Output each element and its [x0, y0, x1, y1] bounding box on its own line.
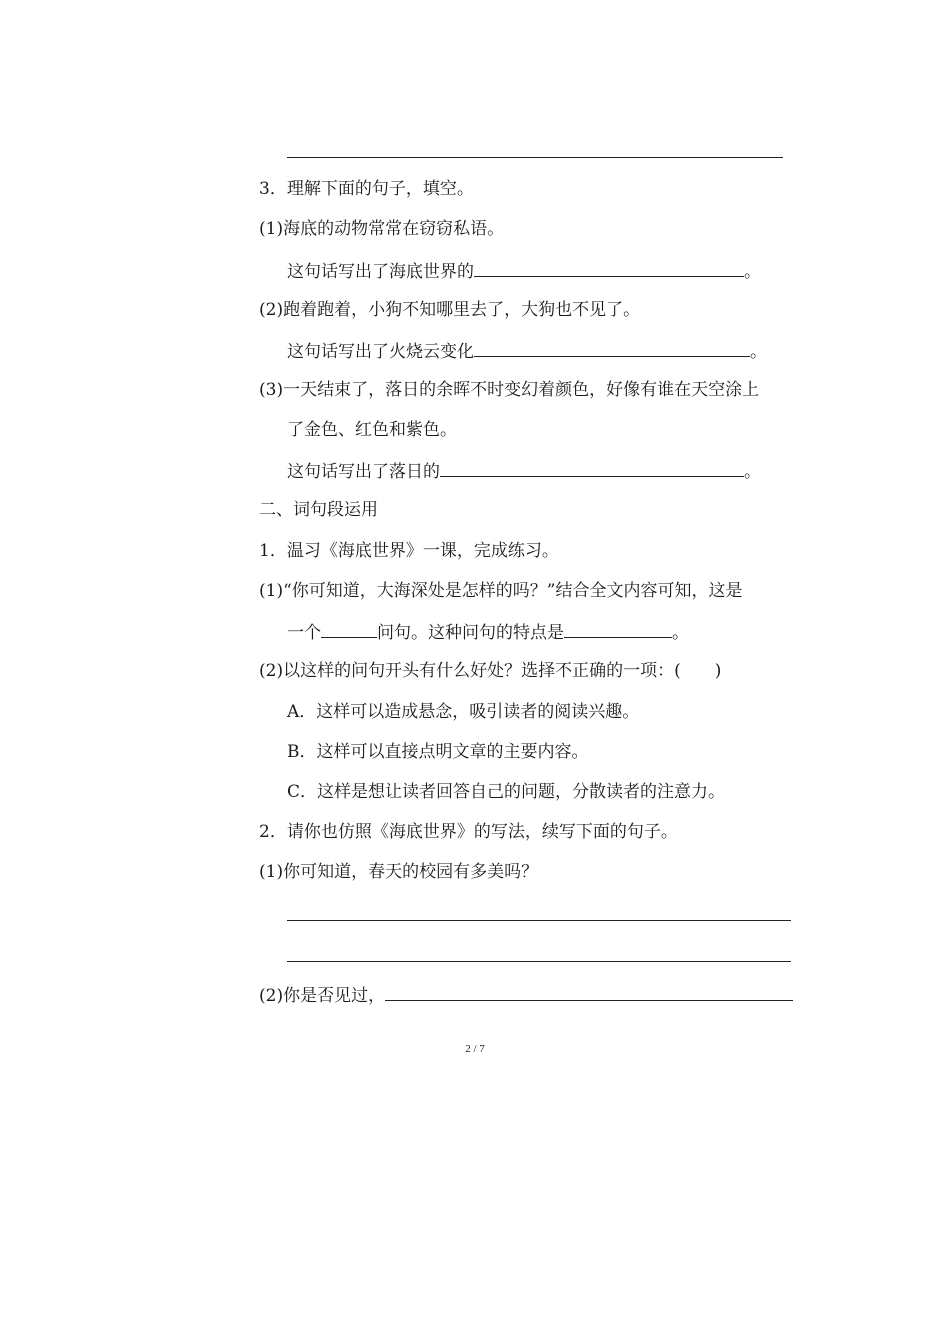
s2q2-part-2-blank[interactable] [385, 982, 793, 1001]
section-2-question-1-title: 1．温习《海底世界》一课，完成练习。 [259, 541, 559, 561]
q3-answer-3 [287, 458, 761, 484]
q3-answer-1 [287, 258, 761, 284]
section-2-heading: 二、词句段运用 [259, 500, 378, 520]
option-a: A．这样可以造成悬念，吸引读者的阅读兴趣。 [287, 702, 640, 722]
option-b: B．这样可以直接点明文章的主要内容。 [287, 742, 589, 762]
s2q1-part-1-end: 。 [672, 623, 689, 643]
s2q1-part-1-line-2 [287, 619, 689, 645]
q3-answer-2-period: 。 [750, 342, 767, 362]
q3-answer-2-prefix: 这句话写出了火烧云变化 [287, 342, 474, 362]
question-type-blank[interactable] [321, 619, 377, 638]
q3-sentence-3-line-2: 了金色、红色和紫色。 [287, 420, 457, 440]
answer-line-2[interactable] [287, 961, 791, 962]
s2q1-part-2 [259, 659, 721, 683]
s2q1-part-1-line-1: (1)“你可知道，大海深处是怎样的吗？”结合全文内容可知，这是 [259, 581, 743, 601]
q3-answer-1-blank[interactable] [474, 258, 744, 277]
question-3-title: 3．理解下面的句子，填空。 [259, 179, 474, 199]
q3-answer-1-prefix: 这句话写出了海底世界的 [287, 262, 474, 282]
answer-line-top[interactable] [287, 157, 783, 158]
s2q1-part-1-mid: 问句。这种问句的特点是 [377, 623, 564, 643]
s2q2-part-2 [259, 982, 793, 1008]
answer-line-1[interactable] [287, 920, 791, 921]
feature-blank[interactable] [564, 619, 672, 638]
q3-sentence-1: (1)海底的动物常常在窃窃私语。 [259, 219, 505, 239]
q3-answer-3-prefix: 这句话写出了落日的 [287, 462, 440, 482]
s2q1-part-2-text: (2)以这样的问句开头有什么好处？选择不正确的一项：( [259, 661, 681, 681]
q3-answer-3-period: 。 [744, 462, 761, 482]
q3-answer-1-period: 。 [744, 262, 761, 282]
section-2-question-2-title: 2．请你也仿照《海底世界》的写法，续写下面的句子。 [259, 822, 678, 842]
q3-answer-3-blank[interactable] [440, 458, 744, 477]
q3-sentence-3-line-1: (3)一天结束了，落日的余晖不时变幻着颜色，好像有谁在天空涂上 [259, 380, 760, 400]
s2q1-part-1-prefix: 一个 [287, 623, 321, 643]
page-number: 2 / 7 [465, 1043, 485, 1055]
q3-sentence-2: (2)跑着跑着，小狗不知哪里去了，大狗也不见了。 [259, 300, 641, 320]
q3-answer-2 [287, 338, 767, 364]
q3-answer-2-blank[interactable] [474, 338, 750, 357]
s2q1-part-2-close: ) [714, 661, 722, 681]
s2q2-part-1: (1)你可知道，春天的校园有多美吗？ [259, 862, 539, 882]
s2q2-part-2-text: (2)你是否见过， [259, 986, 386, 1006]
option-c: C．这样是想让读者回答自己的问题，分散读者的注意力。 [287, 782, 726, 802]
